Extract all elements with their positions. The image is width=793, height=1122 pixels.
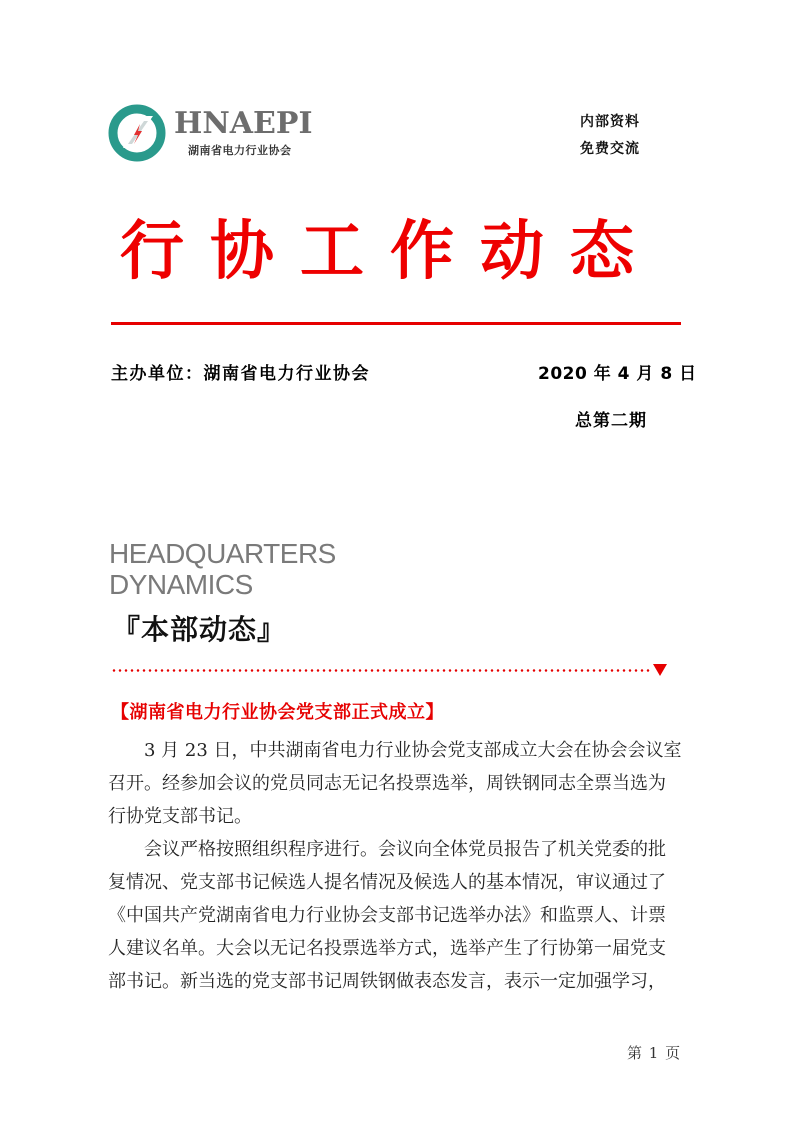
free-exchange-note: 免费交流 bbox=[580, 141, 640, 157]
section-english-line2: DYNAMICS bbox=[109, 569, 253, 600]
section-chinese-heading: 『本部动态』 bbox=[112, 613, 287, 646]
paragraph-line: 部书记。新当选的党支部书记周铁钢做表态发言，表示一定加强学习， bbox=[108, 971, 666, 992]
article-paragraph-1 bbox=[108, 734, 686, 833]
masthead-title: 行协工作动态 bbox=[120, 215, 660, 289]
hnaepi-logo bbox=[108, 104, 313, 164]
triangle-down-icon bbox=[653, 664, 667, 676]
logo-subtitle: 湖南省电力行业协会 bbox=[188, 144, 292, 157]
paragraph-line: 3 月 23 日，中共湖南省电力行业协会党支部成立大会在协会会议室 bbox=[144, 740, 682, 761]
sponsor-line: 主办单位：湖南省电力行业协会 bbox=[111, 364, 370, 384]
paragraph-line: 行协党支部书记。 bbox=[108, 806, 252, 827]
page-number: 第 1 页 bbox=[627, 1044, 682, 1062]
hnaepi-logo-icon bbox=[108, 104, 166, 162]
internal-material-note: 内部资料 bbox=[580, 114, 640, 130]
section-english-line1: HEADQUARTERS bbox=[109, 538, 336, 569]
paragraph-line: 《中国共产党湖南省电力行业协会支部书记选举办法》和监票人、计票 bbox=[108, 905, 666, 926]
issue-number: 总第二期 bbox=[575, 411, 647, 431]
paragraph-line: 会议严格按照组织程序进行。会议向全体党员报告了机关党委的批 bbox=[144, 839, 666, 860]
issue-date: 2020 年 4 月 8 日 bbox=[538, 364, 697, 384]
dotted-divider bbox=[111, 669, 651, 672]
masthead-rule bbox=[111, 322, 681, 325]
article-title: 【湖南省电力行业协会党支部正式成立】 bbox=[111, 702, 444, 723]
section-english-heading bbox=[109, 538, 336, 600]
paragraph-line: 人建议名单。大会以无记名投票选举方式，选举产生了行协第一届党支 bbox=[108, 938, 666, 959]
article-paragraph-2 bbox=[108, 833, 686, 998]
paragraph-line: 复情况、党支部书记候选人提名情况及候选人的基本情况，审议通过了 bbox=[108, 872, 666, 893]
paragraph-line: 召开。经参加会议的党员同志无记名投票选举，周铁钢同志全票当选为 bbox=[108, 773, 666, 794]
logo-name: HNAEPI bbox=[174, 106, 313, 141]
